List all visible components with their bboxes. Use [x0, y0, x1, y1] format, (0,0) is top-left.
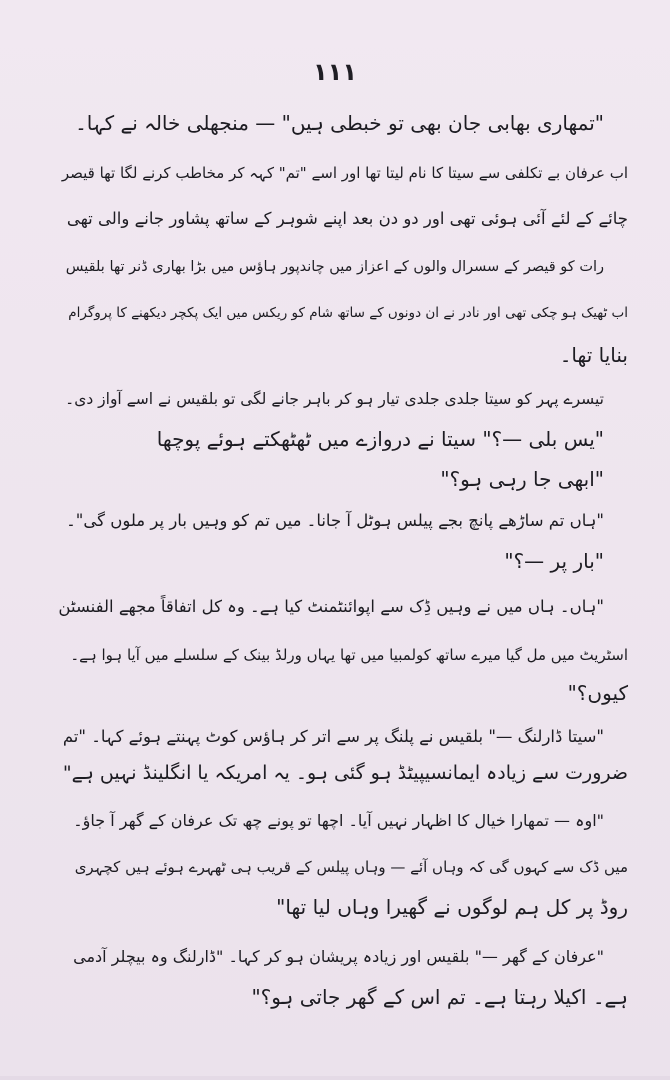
text-line: "تمھاری بھابی جان بھی تو خبطی ہیں" — منجھلی خالہ نے کہا۔ [75, 111, 604, 135]
text-line: چائے کے لئے آئی ہوئی تھی اور دو دن بعد اپنے شوہر کے ساتھ پشاور جانے والی تھی [66, 209, 628, 228]
text-line: ضرورت سے زیادہ ایمانسیپیٹڈ ہو گئی ہو۔ یہ امریکہ یا انگلینڈ نہیں ہے" [62, 762, 628, 784]
text-line: اب ٹھیک ہو چکی تھی اور نادر نے ان دونوں کے ساتھ شام کو ریکس میں ایک پکچر دیکھنے کا پروگرام [68, 305, 628, 321]
text-line: میں ڈک سے کہوں گی کہ وہاں آئے — وہاں پیلس کے قریب ہی ٹھہرے ہوئے ہیں کچہری [74, 858, 628, 876]
text-line: "ہاں۔ ہاں میں نے وہیں ڈِک سے اپوائنٹمنٹ کیا ہے۔ وہ کل اتفاقاً مجھے الفنسٹن [58, 597, 604, 616]
text-line: "ہاں تم ساڑھے پانچ بجے پیلس ہوٹل آ جانا۔ میں تم کو وہیں بار پر ملوں گی"۔ [66, 511, 604, 530]
text-line: روڈ پر کل ہم لوگوں نے گھیرا وہاں لیا تھا" [276, 895, 628, 919]
page-bottom-edge [0, 1076, 670, 1080]
text-line: "ابھی جا رہی ہو؟" [440, 467, 604, 491]
text-line: بنایا تھا۔ [559, 343, 628, 367]
text-line: اسٹریٹ میں مل گیا میرے ساتھ کولمبیا میں تھا یہاں ورلڈ بینک کے سلسلے میں آیا ہوا ہے۔ [70, 646, 628, 664]
text-line: اب عرفان بے تکلفی سے سیتا کا نام لیتا تھا اور اسے "تم" کہہ کر مخاطب کرنے لگا تھا قیصر [61, 164, 628, 182]
text-line: "بار پر —؟" [504, 549, 604, 573]
text-line: ہے۔ اکیلا رہتا ہے۔ تم اس کے گھر جاتی ہو؟" [251, 985, 628, 1009]
text-line: رات کو قیصر کے سسرال والوں کے اعزاز میں چاندپور ہاؤس میں بڑا بھاری ڈنر تھا بلقیس [65, 259, 604, 275]
text-line: تیسرے پہر کو سیتا جلدی جلدی تیار ہو کر باہر جانے لگی تو بلقیس نے اسے آواز دی۔ [65, 390, 604, 408]
text-line: کیوں؟" [567, 681, 628, 705]
text-line: "سیتا ڈارلنگ —" بلقیس نے پلنگ پر سے اتر کر ہاؤس کوٹ پہنتے ہوئے کہا۔ "تم [62, 727, 604, 746]
page-number: ۱۱۱ [313, 58, 357, 86]
text-line: "یس بلی —؟" سیتا نے دروازے میں ٹھٹھکتے ہوئے پوچھا [156, 427, 604, 451]
text-line: "اوہ — تمھارا خیال کا اظہار نہیں آیا۔ اچھا تو پونے چھ تک عرفان کے گھر آ جاؤ۔ [73, 811, 604, 830]
text-line: "عرفان کے گھر —" بلقیس اور زیادہ پریشان ہو کر کہا۔ "ڈارلنگ وہ بیچلر آدمی [73, 947, 604, 966]
